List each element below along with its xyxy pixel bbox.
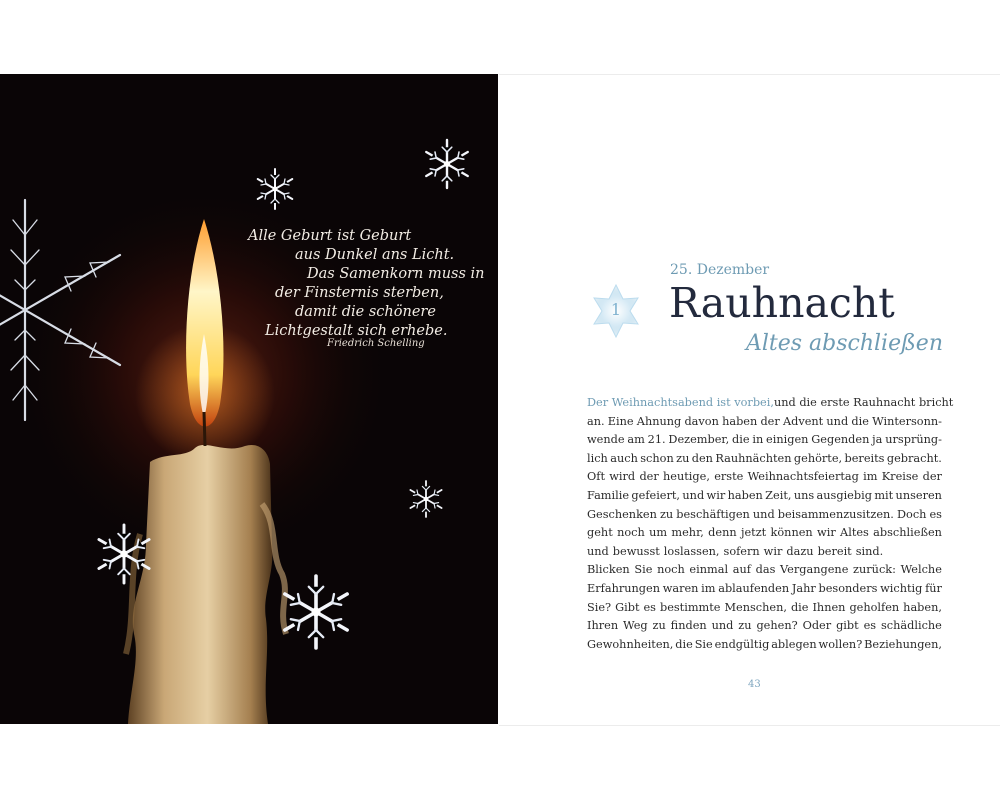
word: jetzt <box>740 526 767 540</box>
word: bewusst <box>612 544 660 558</box>
chapter-date: 25. Dezember <box>670 262 770 278</box>
word: auf <box>732 563 751 577</box>
text-line <box>587 580 942 599</box>
word: Eine <box>607 414 634 428</box>
word: ablaufenden <box>718 581 790 595</box>
text-line <box>587 506 942 525</box>
text-line <box>587 636 942 655</box>
word: den <box>691 451 713 465</box>
word: lich <box>587 451 608 465</box>
word: es <box>863 619 877 633</box>
word: Altes <box>840 526 869 540</box>
word: die <box>851 414 869 428</box>
word: Weg <box>623 619 648 633</box>
text-line <box>587 599 942 618</box>
word: bereit <box>817 544 852 558</box>
word: haben <box>727 488 763 502</box>
word: Ahnung <box>636 414 682 428</box>
word: davon <box>684 414 719 428</box>
word: Ihren <box>587 619 619 633</box>
word: und <box>711 619 734 633</box>
word: geholfen <box>849 600 900 614</box>
text-line <box>587 487 942 506</box>
word: uns <box>793 488 815 502</box>
word: Rauhnächten <box>715 451 792 465</box>
word: besonders <box>818 581 878 595</box>
word: gefeiert, <box>631 488 681 502</box>
quote-line: Lichtgestalt sich erhebe. <box>265 323 448 339</box>
quote-line: der Finsternis sterben, <box>275 285 444 301</box>
word: ursprüng- <box>885 433 942 447</box>
word: loslassen, <box>663 544 720 558</box>
quote-line: aus Dunkel ans Licht. <box>295 247 455 263</box>
word: und <box>587 544 609 558</box>
word: wir <box>706 488 726 502</box>
word: Erfahrungen <box>587 581 660 595</box>
word: in <box>752 433 764 447</box>
word: Sie? <box>587 600 612 614</box>
word: das <box>755 563 776 577</box>
word: zu <box>738 619 752 633</box>
word: und <box>752 507 775 521</box>
word: Oft <box>587 470 605 484</box>
word: bestimmte <box>659 600 721 614</box>
text-line <box>587 561 942 580</box>
word: zu <box>659 507 674 521</box>
word: einmal <box>689 563 729 577</box>
candle-image <box>0 74 498 724</box>
word: schädliche <box>880 619 942 633</box>
word: Wintersonn- <box>872 414 942 428</box>
text-line <box>587 524 942 543</box>
word: sofern <box>723 544 760 558</box>
word: die <box>790 600 809 614</box>
quote <box>245 227 495 341</box>
word: bereits <box>844 451 885 465</box>
word: zu <box>652 619 666 633</box>
word: einigen <box>766 433 809 447</box>
text-line <box>587 543 942 562</box>
word: schon <box>640 451 674 465</box>
word: gibt <box>836 619 859 633</box>
word: Doch <box>896 507 927 521</box>
word: die <box>675 637 693 651</box>
text-fragment: und die erste Rauhnacht bricht <box>773 396 954 409</box>
word: Kreise <box>881 470 919 484</box>
word: heutige, <box>663 470 710 484</box>
word: ablegen <box>771 637 817 651</box>
word: haben <box>722 414 758 428</box>
word: wende <box>587 433 625 447</box>
word: Jahr <box>791 581 816 595</box>
word: wollen? <box>818 637 863 651</box>
word: ja <box>872 433 883 447</box>
word: im <box>701 581 716 595</box>
text-line <box>587 413 942 432</box>
word: Gewohnheiten, <box>587 637 674 651</box>
word: noch <box>657 563 685 577</box>
word: der <box>639 470 659 484</box>
quote-line: damit die schönere <box>295 304 436 320</box>
word: Zeit, <box>765 488 792 502</box>
word: 21. <box>647 433 666 447</box>
page-number: 43 <box>748 679 761 690</box>
word: der <box>760 414 780 428</box>
word: es <box>929 507 942 521</box>
word: können <box>770 526 813 540</box>
word: haben, <box>903 600 942 614</box>
word: dazu <box>786 544 814 558</box>
word: an. <box>587 414 605 428</box>
word: mehr, <box>671 526 704 540</box>
word: im <box>863 470 878 484</box>
word: Familie <box>587 488 630 502</box>
word: zurück: <box>853 563 896 577</box>
word: Blicken <box>587 563 630 577</box>
word: Geschenken <box>587 507 657 521</box>
word: Beziehungen, <box>864 637 942 651</box>
word: finden <box>670 619 707 633</box>
text-line <box>587 468 942 487</box>
word: denn <box>708 526 737 540</box>
word: Vergangene <box>780 563 849 577</box>
word: für <box>925 581 942 595</box>
word: erste <box>714 470 744 484</box>
word: Weihnachtsfeiertag <box>747 470 859 484</box>
lead-in: Der Weihnachtsabend ist vorbei, <box>587 396 774 409</box>
word: Gegenden <box>811 433 870 447</box>
word: unseren <box>895 488 942 502</box>
word: waren <box>662 581 699 595</box>
word: endgültig <box>714 637 770 651</box>
word: der <box>922 470 942 484</box>
word: gehen? <box>756 619 798 633</box>
word: zu <box>676 451 690 465</box>
word: Oder <box>802 619 832 633</box>
word: Menschen, <box>724 600 787 614</box>
quote-line: Das Samenkorn muss in <box>307 266 485 282</box>
text-line <box>587 394 954 413</box>
word: geht <box>587 526 613 540</box>
word: wird <box>609 470 636 484</box>
body-text <box>587 394 954 654</box>
word: und <box>826 414 849 428</box>
word: Dezember, <box>668 433 730 447</box>
word: am <box>627 433 645 447</box>
text-line <box>587 431 942 450</box>
word: die <box>732 433 750 447</box>
quote-line: Alle Geburt ist Geburt <box>248 228 412 244</box>
word: Welche <box>900 563 942 577</box>
word: Advent <box>782 414 824 428</box>
word: Sie <box>694 637 713 651</box>
text-line <box>587 617 942 636</box>
left-page-photo <box>0 74 498 724</box>
word: abschließen <box>873 526 942 540</box>
chapter-subtitle: Altes abschließen <box>745 331 943 356</box>
word: es <box>643 600 656 614</box>
word: Gibt <box>615 600 640 614</box>
word: mit <box>874 488 894 502</box>
word: beisammenzusitzen. <box>777 507 894 521</box>
word: ausgiebig <box>816 488 872 502</box>
word: noch <box>617 526 645 540</box>
word: um <box>649 526 668 540</box>
word: Sie <box>634 563 653 577</box>
chapter-title: Rauhnacht <box>669 279 895 327</box>
word: wir <box>763 544 783 558</box>
word: auch <box>610 451 638 465</box>
word: und <box>682 488 705 502</box>
text-line <box>587 450 942 469</box>
word: wir <box>817 526 836 540</box>
word: beschäftigen <box>676 507 750 521</box>
word: Ihnen <box>812 600 846 614</box>
word: gebracht. <box>886 451 942 465</box>
quote-author: Friedrich Schelling <box>327 338 425 349</box>
word: gehörte, <box>793 451 843 465</box>
day-number: 1 <box>610 300 622 319</box>
word: wichtig <box>880 581 923 595</box>
word: sind. <box>855 544 884 558</box>
